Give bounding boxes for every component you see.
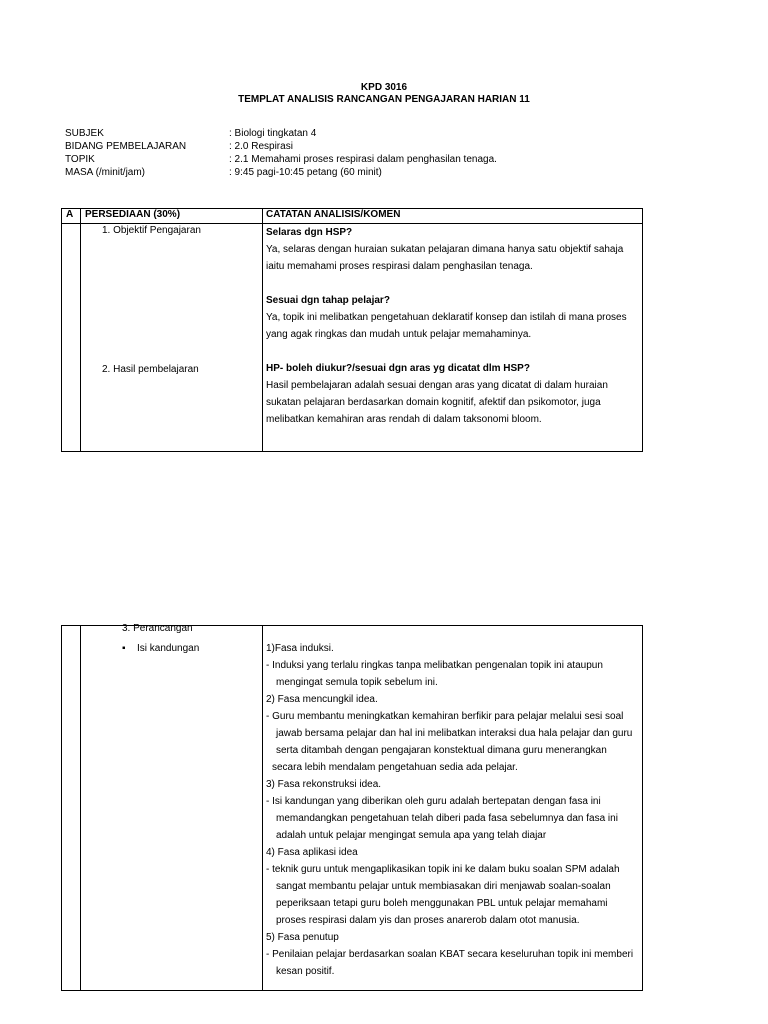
comment-line: serta ditambah dengan pengajaran konstektual dimana guru menerangkan [276, 745, 607, 756]
item-perancangan: 3. Perancangan [122, 623, 193, 634]
items-cell [81, 224, 263, 452]
answer-line: Ya, selaras dengan huraian sukatan pelajaran dimana hanya satu objektif sahaja [266, 244, 624, 255]
table-row [62, 224, 643, 452]
comment-line: kesan positif. [276, 966, 335, 977]
empty-cell [62, 224, 81, 452]
answer-line: sukatan pelajaran berdasarkan domain kognitif, afektif dan psikomotor, juga [266, 397, 601, 408]
comment-line: - Isi kandungan yang diberikan oleh guru adalah bertepatan dengan fasa ini [266, 796, 601, 807]
analysis-table-persediaan [61, 208, 643, 452]
comment-line: 2) Fasa mencungkil idea. [266, 694, 378, 705]
comment-line: - Guru membantu meningkatkan kemahiran berfikir para pelajar melalui sesi soal [266, 711, 624, 722]
answer-line: iaitu memahami proses respirasi dalam penghasilan tenaga. [266, 261, 533, 272]
spacer [266, 343, 642, 360]
section-heading: PERSEDIAAN (30%) [81, 209, 263, 224]
meta-value-masa: : 9:45 pagi-10:45 petang (60 minit) [229, 167, 382, 178]
table-row [62, 626, 643, 991]
empty-cell [62, 626, 81, 991]
section-letter: A [62, 209, 81, 224]
comment-line: - Penilaian pelajar berdasarkan soalan KBAT secara keseluruhan topik ini memberi [266, 949, 634, 960]
meta-label-subjek: SUBJEK [65, 128, 104, 139]
comment-line: peperiksaan tetapi guru boleh menggunakan PBL untuk pelajar memahami [276, 898, 608, 909]
answer-line: Ya, topik ini melibatkan pengetahuan deklaratif konsep dan istilah di mana proses [266, 312, 627, 323]
comment-line: - Induksi yang terlalu ringkas tanpa melibatkan pengenalan topik ini ataupun [266, 660, 603, 671]
comment-line: 3) Fasa rekonstruksi idea. [266, 779, 382, 790]
document-title: TEMPLAT ANALISIS RANCANGAN PENGAJARAN HARIAN 11 [238, 94, 530, 105]
comment-line: mengingat semula topik sebelum ini. [276, 677, 438, 688]
comment-line: sangat membantu pelajar untuk membiasakan diri menjawab soalan-soalan [276, 881, 611, 892]
comment-line: secara lebih mendalam pengetahuan sedia ada pelajar. [272, 762, 518, 773]
item-isi-kandungan: Isi kandungan [137, 643, 200, 654]
comment-line: 1)Fasa induksi. [266, 643, 334, 654]
answer-line: yang agak ringkas dan mudah untuk pelajar memahaminya. [266, 329, 532, 340]
items-cell [81, 623, 263, 991]
spacer [266, 275, 642, 292]
answer-line: melibatkan kemahiran aras rendah di dalam taksonomi bloom. [266, 414, 542, 425]
comment-line: 4) Fasa aplikasi idea [266, 847, 358, 858]
comment-line: memandangkan pengetahuan telah diberi pada fasa sebelumnya dan fasa ini [276, 813, 618, 824]
table-header-row [62, 209, 643, 224]
comment-line: proses respirasi dalam yis dan proses anarerob dalam otot manusia. [276, 915, 580, 926]
meta-values [229, 127, 497, 179]
comment-line: jawab bersama pelajar dan hal ini melibatkan interaksi dua hala pelajar dan guru [276, 728, 633, 739]
meta-label-topik: TOPIK [65, 154, 95, 165]
comments-cell [263, 224, 643, 452]
meta-value-bidang: : 2.0 Respirasi [229, 141, 293, 152]
meta-value-topik: : 2.1 Memahami proses respirasi dalam penghasilan tenaga. [229, 154, 497, 165]
question-hp-diukur: HP- boleh diukur?/sesuai dgn aras yg dicatat dlm HSP? [266, 363, 530, 374]
meta-label-masa: MASA (/minit/jam) [65, 167, 146, 178]
comments-heading: CATATAN ANALISIS/KOMEN [263, 209, 643, 224]
bullet-icon: ▪ [122, 643, 126, 654]
item-objektif-pengajaran: 1. Objektif Pengajaran [102, 225, 201, 236]
comment-line: 5) Fasa penutup [266, 932, 339, 943]
analysis-table-perancangan [61, 625, 643, 991]
comments-cell [263, 626, 643, 991]
answer-line: Hasil pembelajaran adalah sesuai dengan aras yang dicatat di dalam huraian [266, 380, 608, 391]
meta-value-subjek: : Biologi tingkatan 4 [229, 128, 317, 139]
comment-line: - teknik guru untuk mengaplikasikan topik ini ke dalam buku soalan SPM adalah [266, 864, 620, 875]
comment-line: adalah untuk pelajar mengingat semula apa yang telah diajar [276, 830, 547, 841]
question-hsp: Selaras dgn HSP? [266, 227, 353, 238]
meta-label-bidang: BIDANG PEMBELAJARAN [65, 141, 187, 152]
item-hasil-pembelajaran: 2. Hasil pembelajaran [102, 364, 199, 375]
meta-labels [65, 127, 186, 179]
question-tahap-pelajar: Sesuai dgn tahap pelajar? [266, 295, 390, 306]
document-code: KPD 3016 [360, 82, 408, 93]
